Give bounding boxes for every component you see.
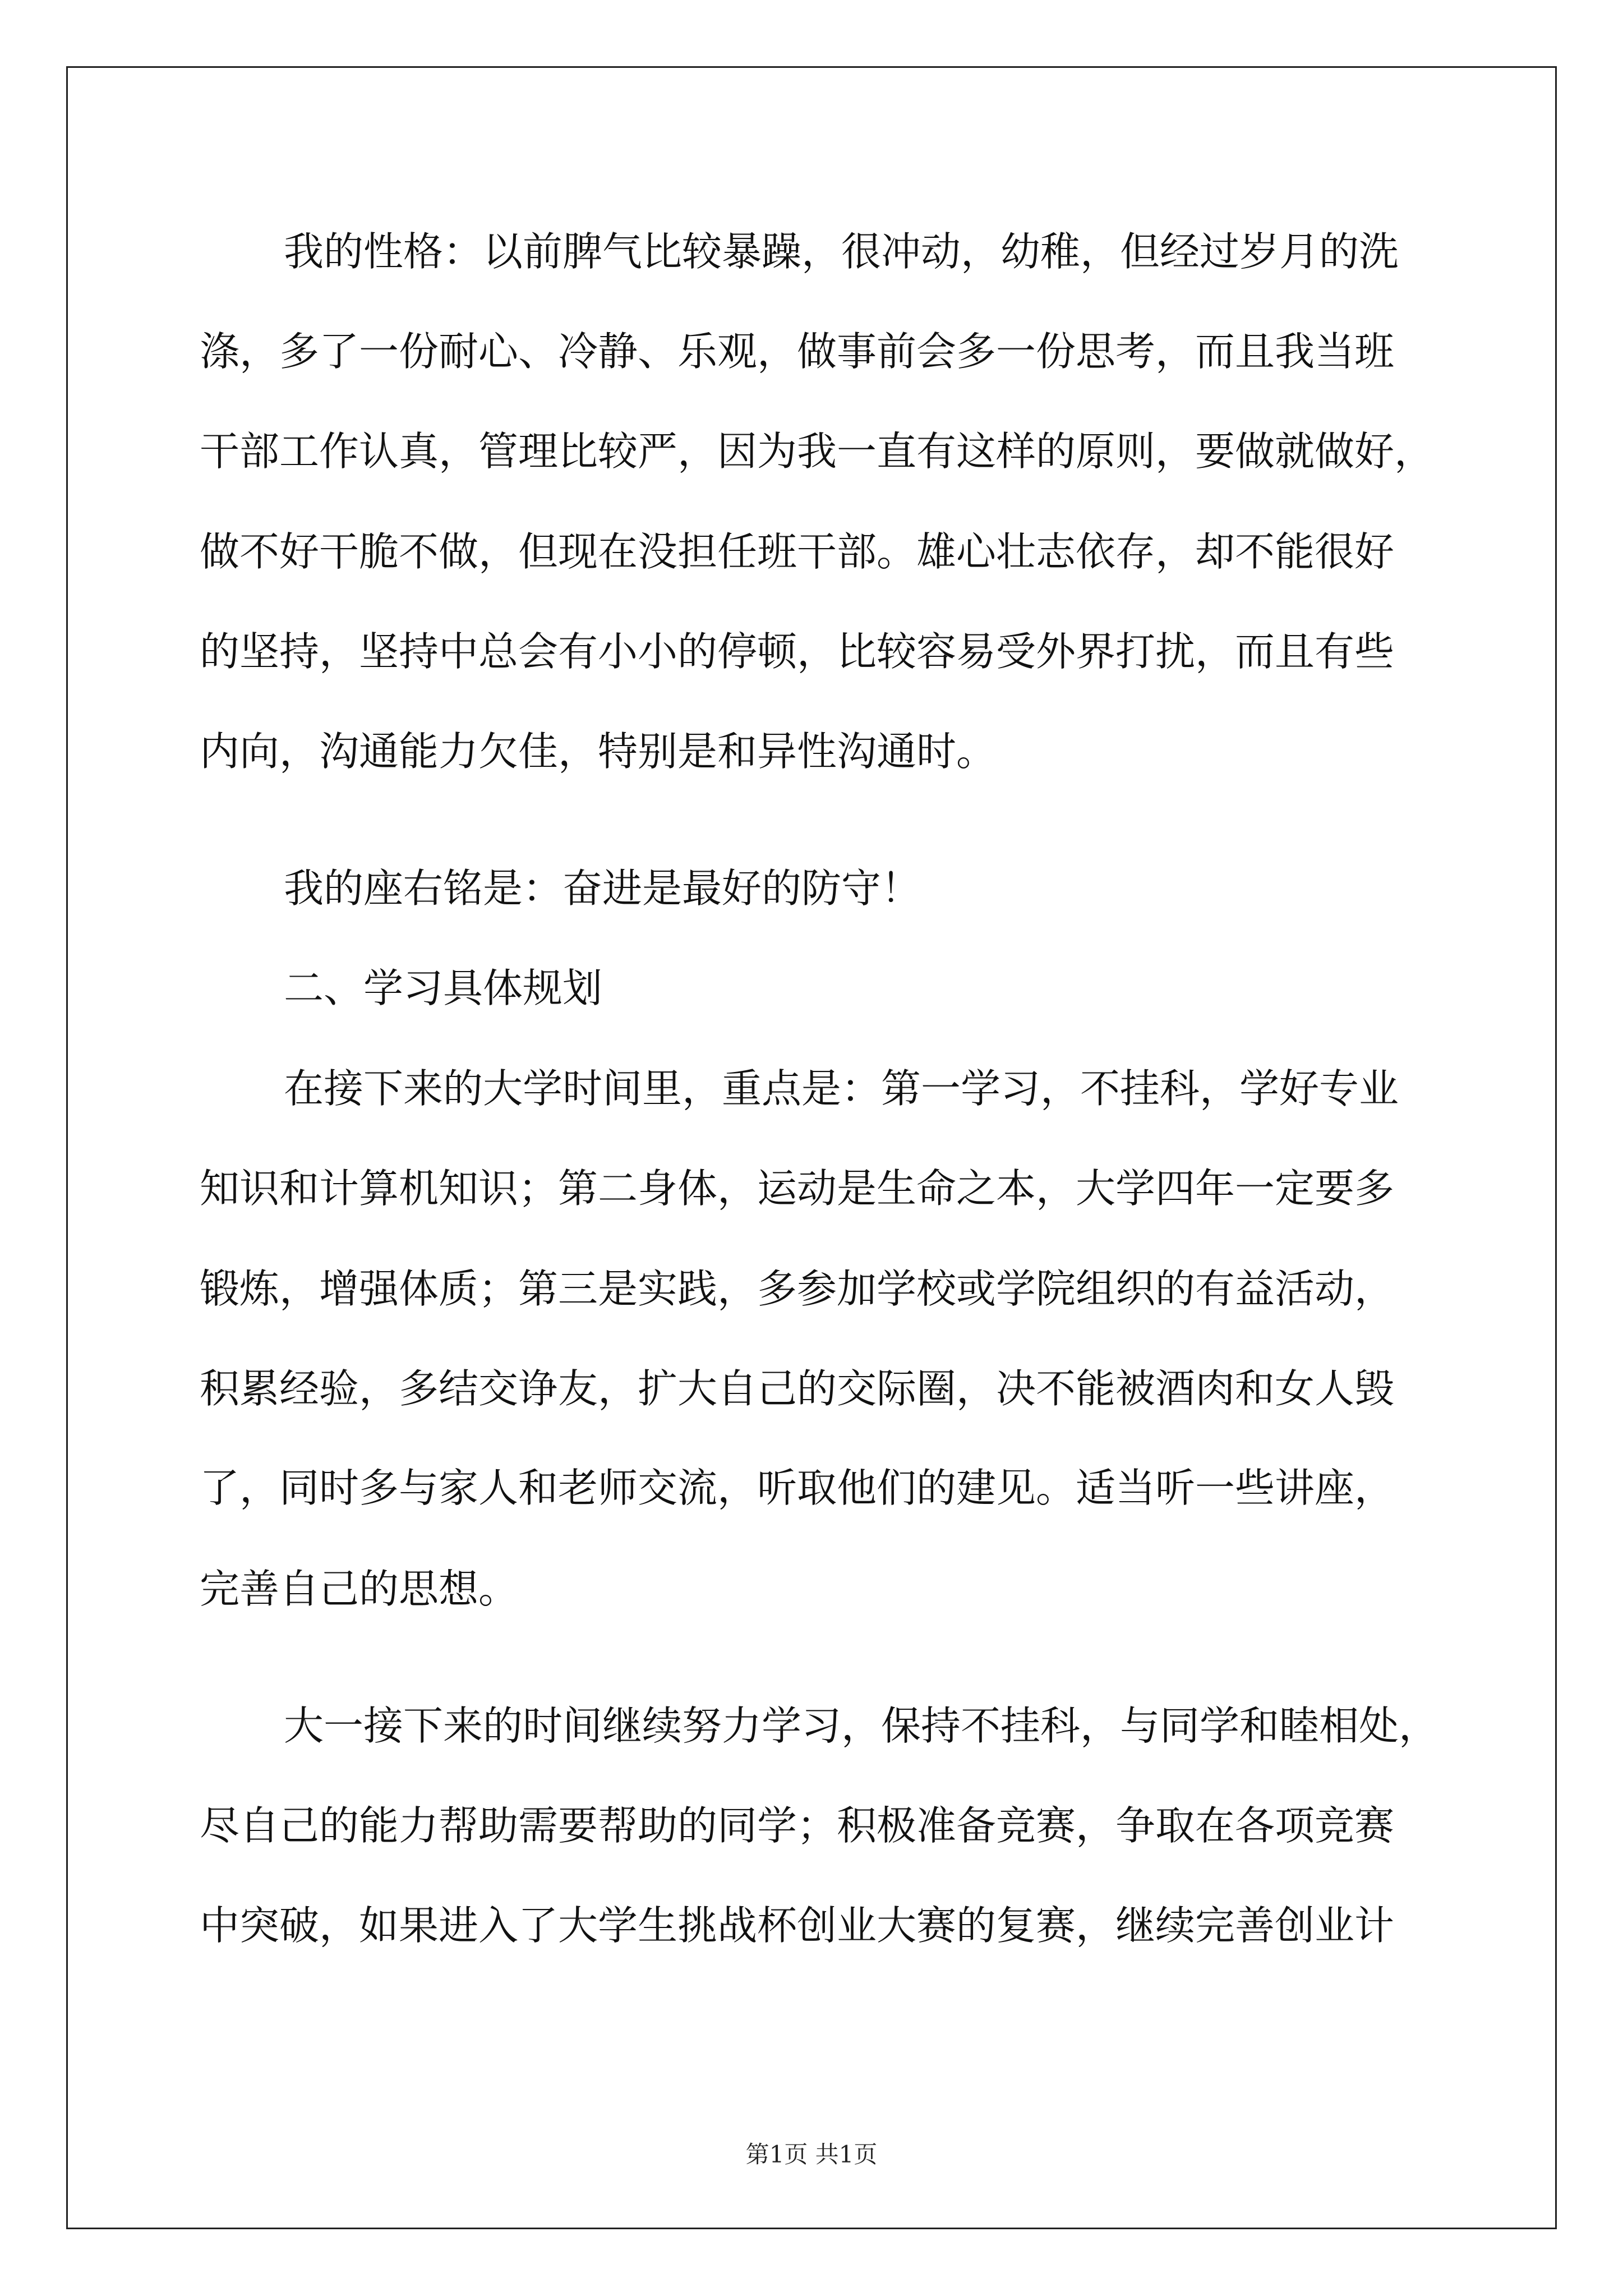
text-line: 锻炼，增强体质；第三是实践，多参加学校或学院组织的有益活动， — [200, 1266, 1395, 1312]
text-line: 尽自己的能力帮助需要帮助的同学；积极准备竞赛，争取在各项竞赛 — [200, 1802, 1395, 1849]
section-heading: 二、学习具体规划 — [284, 965, 603, 1011]
text-line: 涤，多了一份耐心、冷静、乐观，做事前会多一份思考，而且我当班 — [200, 328, 1395, 375]
text-line: 中突破，如果进入了大学生挑战杯创业大赛的复赛，继续完善创业计 — [200, 1902, 1395, 1949]
text-line: 做不好干脆不做，但现在没担任班干部。雄心壮志依存，却不能很好 — [200, 528, 1395, 575]
text-line: 在接下来的大学时间里，重点是：第一学习，不挂科，学好专业 — [284, 1065, 1399, 1112]
text-line: 完善自己的思想。 — [200, 1566, 519, 1612]
text-line: 我的性格：以前脾气比较暴躁，很冲动，幼稚，但经过岁月的洗 — [284, 228, 1399, 275]
text-line: 积累经验，多结交诤友，扩大自己的交际圈，决不能被酒肉和女人毁 — [200, 1365, 1395, 1412]
text-line: 了，同时多与家人和老师交流，听取他们的建见。适当听一些讲座， — [200, 1465, 1395, 1511]
text-line: 知识和计算机知识；第二身体，运动是生命之本，大学四年一定要多 — [200, 1165, 1395, 1212]
text-line: 的坚持，坚持中总会有小小的停顿，比较容易受外界打扰，而且有些 — [200, 628, 1395, 675]
page-number-footer: 第1页 共1页 — [745, 2141, 878, 2168]
text-line: 内向，沟通能力欠佳，特别是和异性沟通时。 — [200, 728, 997, 775]
text-line: 大一接下来的时间继续努力学习，保持不挂科，与同学和睦相处， — [284, 1703, 1439, 1749]
text-line: 干部工作认真，管理比较严，因为我一直有这样的原则，要做就做好， — [200, 428, 1435, 475]
text-line: 我的座右铭是：奋进是最好的防守！ — [284, 865, 921, 912]
